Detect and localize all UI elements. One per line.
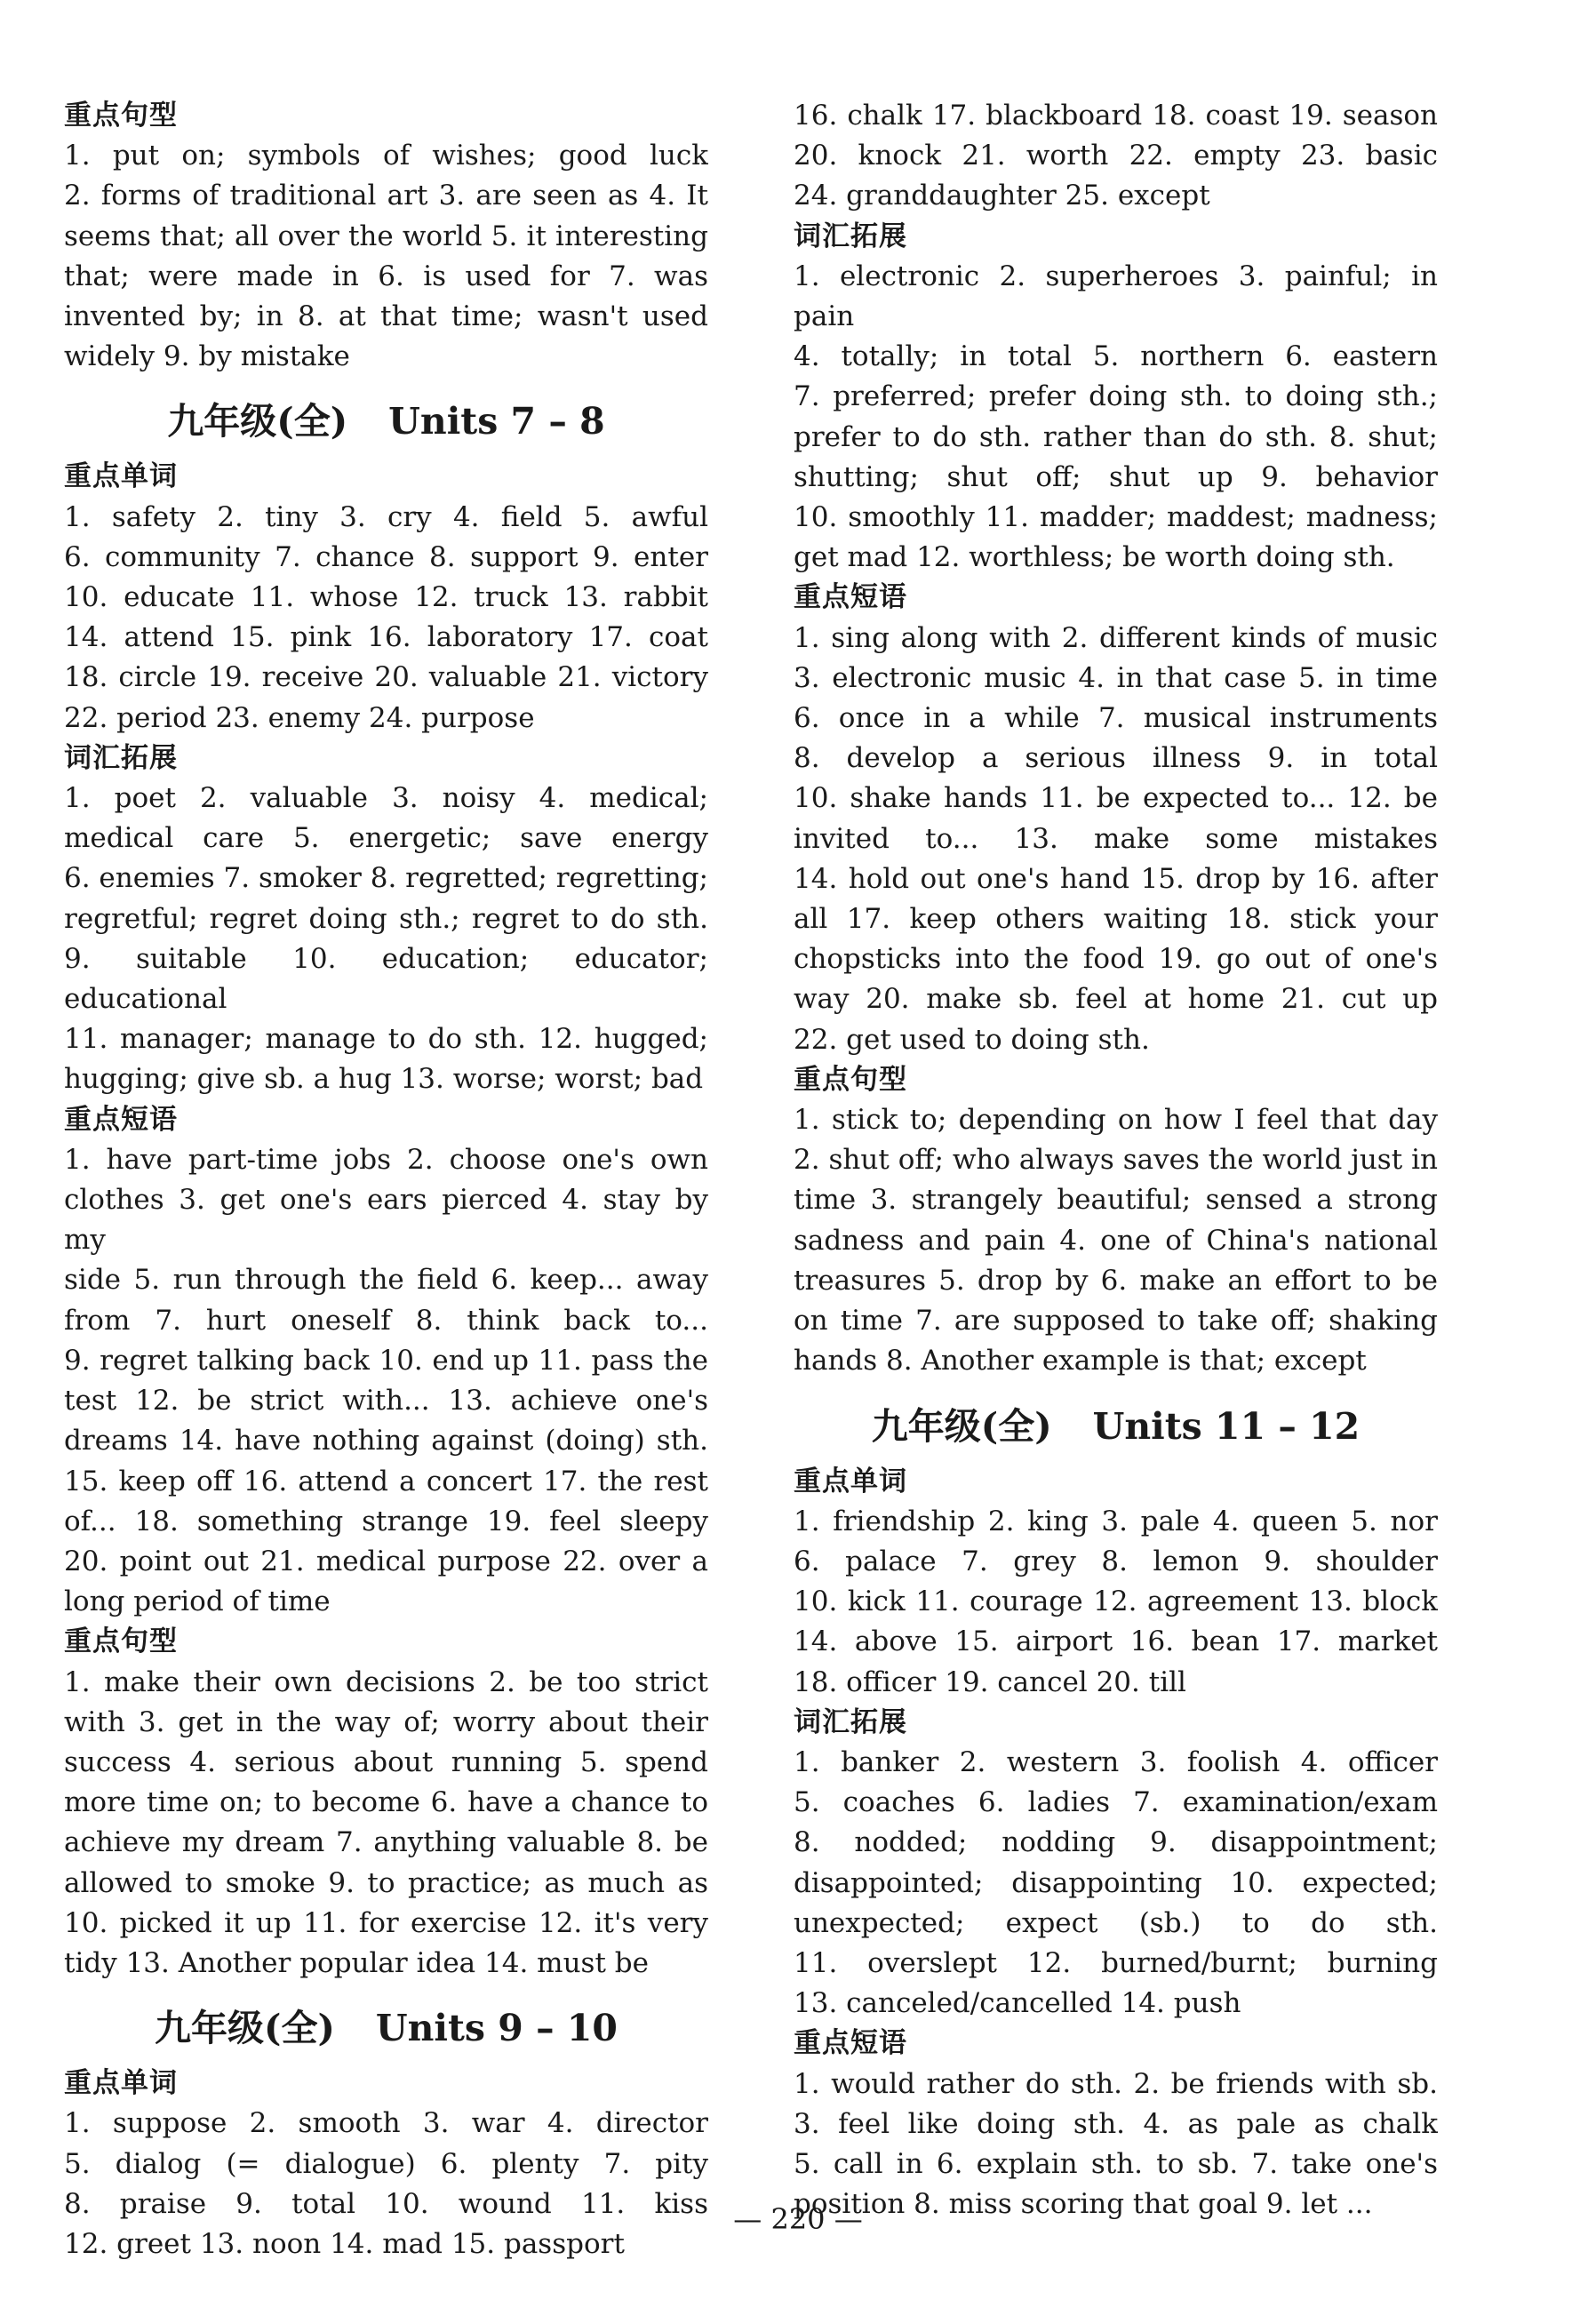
answer-line: 10. picked it up 11. for exercise 12. it's very (64, 1906, 708, 1939)
answer-line: 14. attend 15. pink 16. laboratory 17. coat (64, 621, 708, 654)
section-heading: 重点单词 (794, 1465, 907, 1497)
answer-line: 15. keep off 16. attend a concert 17. the rest (64, 1465, 708, 1497)
answer-line: success 4. serious about running 5. spend (64, 1745, 708, 1778)
section-heading: 重点单词 (64, 2067, 178, 2100)
answer-line: 11. overslept 12. burned/burnt; burning (794, 1946, 1438, 1979)
answer-line: 8. nodded; nodding 9. disappointment; (794, 1826, 1438, 1859)
grade-label: 九年级(全) (167, 400, 348, 443)
answer-line: 1. safety 2. tiny 3. cry 4. field 5. awful (64, 500, 708, 533)
answer-block (794, 1743, 1438, 2024)
answer-line: 1. friendship 2. king 3. pale 4. queen 5. nor (794, 1505, 1438, 1537)
section-heading: 词汇拓展 (64, 741, 178, 774)
answer-block (64, 1140, 708, 1622)
section-heading: 重点句型 (794, 1063, 907, 1096)
answer-line: dreams 14. have nothing against (doing) sth. (64, 1425, 708, 1457)
answer-line: 9. regret talking back 10. end up 11. pass the (64, 1344, 708, 1377)
answer-line: 1. have part-time jobs 2. choose one's own (64, 1143, 708, 1176)
answer-line: of... 18. something strange 19. feel sleepy (64, 1505, 708, 1537)
answer-line: achieve my dream 7. anything valuable 8. be (64, 1826, 708, 1859)
answer-line: 6. enemies 7. smoker 8. regretted; regretting; (64, 862, 708, 895)
unit-title (64, 2003, 708, 2053)
section-heading: 重点短语 (794, 581, 907, 614)
answer-line: all 17. keep others waiting 18. stick your (794, 903, 1438, 936)
answer-line: way 20. make sb. feel at home 21. cut up (794, 983, 1438, 1016)
answer-line: with 3. get in the way of; worry about their (64, 1705, 708, 1738)
answer-line: 9. suitable 10. education; educator; educational (64, 942, 708, 1016)
units-label: Units 9 – 10 (375, 2007, 618, 2050)
answer-line: sadness and pain 4. one of China's national (794, 1224, 1438, 1257)
answer-block (64, 136, 708, 377)
left-column (64, 96, 708, 2264)
answer-line: 6. palace 7. grey 8. lemon 9. shoulder (794, 1545, 1438, 1577)
answer-line: 1. put on; symbols of wishes; good luck (64, 140, 708, 172)
answer-line: 8. praise 9. total 10. wound 11. kiss (64, 2187, 708, 2220)
answer-line: 20. knock 21. worth 22. empty 23. basic (794, 140, 1438, 172)
answer-line: 1. electronic 2. superheroes 3. painful; in pain (794, 260, 1438, 333)
answer-line: 18. officer 19. cancel 20. till (794, 1665, 1186, 1698)
answer-line: allowed to smoke 9. to practice; as much as (64, 1866, 708, 1899)
answer-line: 5. dialog (= dialogue) 6. plenty 7. pity (64, 2147, 708, 2180)
section-heading: 重点句型 (64, 1625, 178, 1658)
answer-line: 1. banker 2. western 3. foolish 4. officer (794, 1745, 1438, 1778)
answer-line: time 3. strangely beautiful; sensed a strong (794, 1184, 1438, 1217)
answer-line: prefer to do sth. rather than do sth. 8. shut; (794, 420, 1438, 453)
answer-block (794, 619, 1438, 1060)
answer-line: 6. once in a while 7. musical instruments (794, 702, 1438, 735)
unit-title (64, 396, 708, 446)
grade-label: 九年级(全) (871, 1404, 1052, 1448)
answer-line: position 8. miss scoring that goal 9. let ... (794, 2188, 1373, 2221)
section-heading: 重点单词 (64, 460, 178, 493)
answer-line: 24. granddaughter 25. except (794, 180, 1210, 212)
answer-line: 2. forms of traditional art 3. are seen as 4. It (64, 180, 708, 212)
answer-line: hands 8. Another example is that; except (794, 1345, 1367, 1378)
answer-line: 3. feel like doing sth. 4. as pale as chalk (794, 2107, 1438, 2140)
answer-line: seems that; all over the world 5. it interesting (64, 220, 708, 252)
answer-line: 22. period 23. enemy 24. purpose (64, 701, 535, 734)
grade-label: 九年级(全) (155, 2007, 335, 2050)
right-column (794, 96, 1438, 2224)
answer-line: chopsticks into the food 19. go out of one's (794, 943, 1438, 976)
answer-line: side 5. run through the field 6. keep... away (64, 1264, 708, 1297)
answer-line: clothes 3. get one's ears pierced 4. stay by my (64, 1184, 708, 1257)
answer-line: 10. educate 11. whose 12. truck 13. rabbit (64, 581, 708, 614)
answer-line: 18. circle 19. receive 20. valuable 21. victory (64, 661, 708, 694)
answer-line: invented by; in 8. at that time; wasn't used (64, 300, 708, 333)
units-label: Units 7 – 8 (388, 400, 605, 443)
answer-line: shutting; shut off; shut up 9. behavior (794, 460, 1438, 493)
answer-line: 20. point out 21. medical purpose 22. over a (64, 1545, 708, 1577)
answer-line: 1. poet 2. valuable 3. noisy 4. medical; (64, 782, 708, 815)
answer-line: 11. manager; manage to do sth. 12. hugged; (64, 1023, 708, 1056)
answer-line: medical care 5. energetic; save energy (64, 822, 708, 855)
unit-title (794, 1402, 1438, 1451)
answer-block (794, 257, 1438, 579)
answer-line: treasures 5. drop by 6. make an effort to be (794, 1264, 1438, 1297)
answer-line: tidy 13. Another popular idea 14. must be (64, 1946, 649, 1979)
answer-line: test 12. be strict with... 13. achieve one's (64, 1385, 708, 1418)
answer-line: 8. develop a serious illness 9. in total (794, 742, 1438, 775)
answer-line: 22. get used to doing sth. (794, 1023, 1150, 1056)
answer-block (64, 2104, 708, 2264)
section-heading: 词汇拓展 (794, 220, 907, 252)
section-heading: 重点短语 (794, 2027, 907, 2060)
answer-block (64, 779, 708, 1100)
page-number: — 220 — (733, 2202, 863, 2236)
answer-line: 10. kick 11. courage 12. agreement 13. block (794, 1585, 1438, 1618)
answer-line: get mad 12. worthless; be worth doing sth. (794, 541, 1395, 574)
answer-line: hugging; give sb. a hug 13. worse; worst; bad (64, 1063, 704, 1096)
section-heading: 词汇拓展 (794, 1705, 907, 1738)
answer-line: from 7. hurt oneself 8. think back to... (64, 1304, 708, 1337)
answer-line: 7. preferred; prefer doing sth. to doing sth.; (794, 380, 1438, 413)
answer-line: 1. would rather do sth. 2. be friends with sb. (794, 2067, 1438, 2100)
answer-line: 2. shut off; who always saves the world just in (794, 1144, 1438, 1177)
answer-block (794, 1502, 1438, 1703)
answer-line: 1. suppose 2. smooth 3. war 4. director (64, 2107, 708, 2140)
answer-line: 1. sing along with 2. different kinds of music (794, 621, 1438, 654)
answer-line: 5. call in 6. explain sth. to sb. 7. take one's (794, 2147, 1438, 2180)
answer-line: regretful; regret doing sth.; regret to do sth. (64, 902, 708, 935)
answer-line: 10. smoothly 11. madder; maddest; madness; (794, 501, 1438, 534)
answer-line: invited to... 13. make some mistakes (794, 822, 1438, 855)
answer-line: long period of time (64, 1585, 331, 1618)
answer-block (64, 1663, 708, 1985)
answer-line: 4. totally; in total 5. northern 6. eastern (794, 340, 1438, 373)
answer-line: disappointed; disappointing 10. expected; (794, 1866, 1438, 1899)
answer-line: more time on; to become 6. have a chance to (64, 1786, 708, 1819)
answer-line: on time 7. are supposed to take off; shaking (794, 1305, 1438, 1338)
answer-line: 6. community 7. chance 8. support 9. enter (64, 540, 708, 573)
answer-line: 10. shake hands 11. be expected to... 12. be (794, 782, 1438, 815)
answer-line: 16. chalk 17. blackboard 18. coast 19. season (794, 100, 1438, 132)
answer-line: 13. canceled/cancelled 14. push (794, 1987, 1241, 2020)
answer-line: 12. greet 13. noon 14. mad 15. passport (64, 2227, 625, 2260)
answer-line: 1. stick to; depending on how I feel that day (794, 1104, 1438, 1137)
section-heading: 重点句型 (64, 100, 178, 132)
units-label: Units 11 – 12 (1092, 1404, 1361, 1448)
answer-block (64, 498, 708, 739)
answer-line: 14. above 15. airport 16. bean 17. market (794, 1625, 1438, 1658)
answer-line: that; were made in 6. is used for 7. was (64, 260, 708, 292)
section-heading: 重点短语 (64, 1103, 178, 1136)
answer-line: 1. make their own decisions 2. be too strict (64, 1665, 708, 1698)
answer-block (794, 2064, 1438, 2225)
answer-line: 5. coaches 6. ladies 7. examination/exam (794, 1786, 1438, 1819)
answer-block (794, 1100, 1438, 1381)
answer-line: 3. electronic music 4. in that case 5. in time (794, 661, 1438, 694)
answer-line: unexpected; expect (sb.) to do sth. (794, 1906, 1438, 1939)
answer-line: widely 9. by mistake (64, 340, 350, 373)
answer-line: 14. hold out one's hand 15. drop by 16. after (794, 862, 1438, 895)
answer-block (794, 96, 1438, 217)
